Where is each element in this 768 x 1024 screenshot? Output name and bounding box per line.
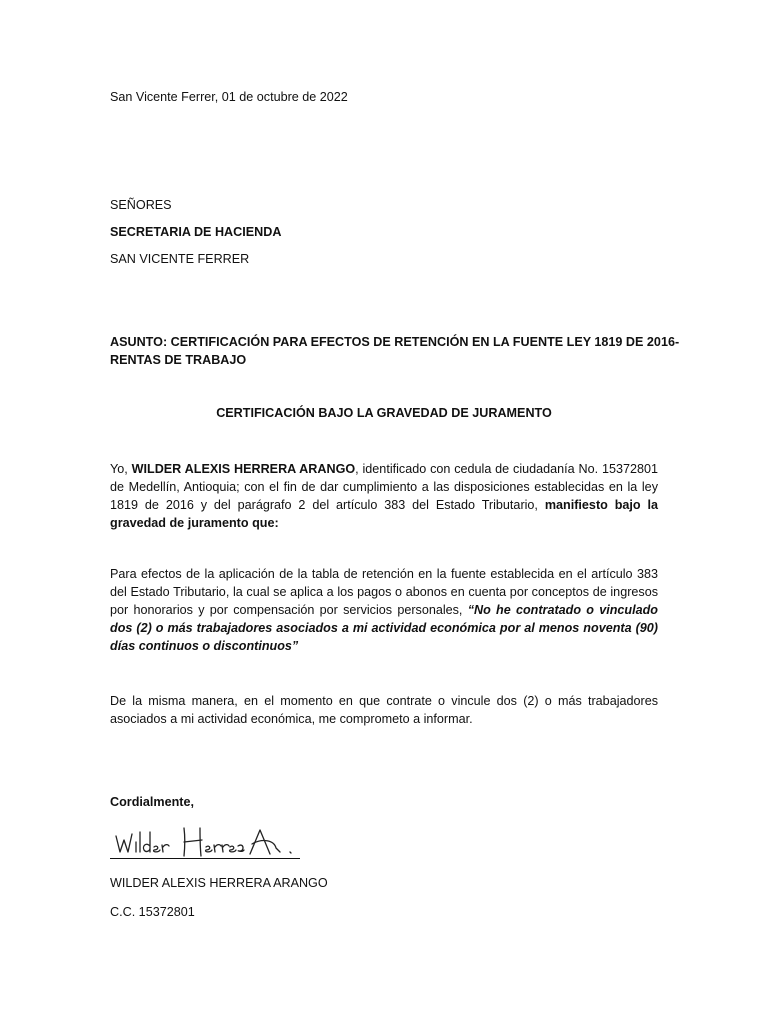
document-title: CERTIFICACIÓN BAJO LA GRAVEDAD DE JURAMENTO <box>216 406 552 420</box>
para1-text-start: Yo, <box>110 462 132 476</box>
recipient-line-2: SECRETARIA DE HACIENDA <box>110 225 282 239</box>
signer-id: C.C. 15372801 <box>110 905 195 919</box>
para1-bold-end: manifiesto bajo la gravedad de juramento que: <box>110 498 659 530</box>
subject-line-2: RENTAS DE TRABAJO <box>110 353 247 367</box>
paragraph-commitment: De la misma manera, en el momento en que contrate o vincule dos (2) o más trabajadores asociados a mi actividad económica, me comprometo a informar. <box>110 694 658 726</box>
para2-quote: “No he contratado o vinculado dos (2) o más trabajadores asociados a mi actividad económica por al menos noventa (90) días continuos o discontinuos” <box>110 603 658 653</box>
para1-text-middle: , identificado con cedula de ciudadanía No. 15372801 de Medellín, Antioquia; con el fin de dar cumplimiento a las disposiciones establecidas en la ley 1819 de 2016 y del parágrafo 2 del artículo 383 del Estado Tributario, <box>110 462 658 512</box>
signature <box>110 822 310 866</box>
recipient-line-3: SAN VICENTE FERRER <box>110 252 250 266</box>
handwritten-signature-icon <box>112 822 312 862</box>
closing: Cordialmente, <box>110 795 194 809</box>
declarant-name: WILDER ALEXIS HERRERA ARANGO <box>131 462 356 476</box>
paragraph-declaration <box>110 460 658 532</box>
subject-line-1: ASUNTO: CERTIFICACIÓN PARA EFECTOS DE RETENCIÓN EN LA FUENTE LEY 1819 DE 2016- <box>110 335 680 349</box>
recipient-line-1: SEÑORES <box>110 198 172 212</box>
para2-text: Para efectos de la aplicación de la tabla de retención en la fuente establecida en el artículo 383 del Estado Tributario, la cual se aplica a los pagos o abonos en cuenta por conceptos de ingresos por honorarios y por compensación por servicios personales, <box>110 567 658 617</box>
paragraph-certification <box>110 565 658 655</box>
place-date: San Vicente Ferrer, 01 de octubre de 2022 <box>110 90 348 104</box>
signature-line <box>110 858 300 859</box>
signer-name: WILDER ALEXIS HERRERA ARANGO <box>110 876 328 890</box>
